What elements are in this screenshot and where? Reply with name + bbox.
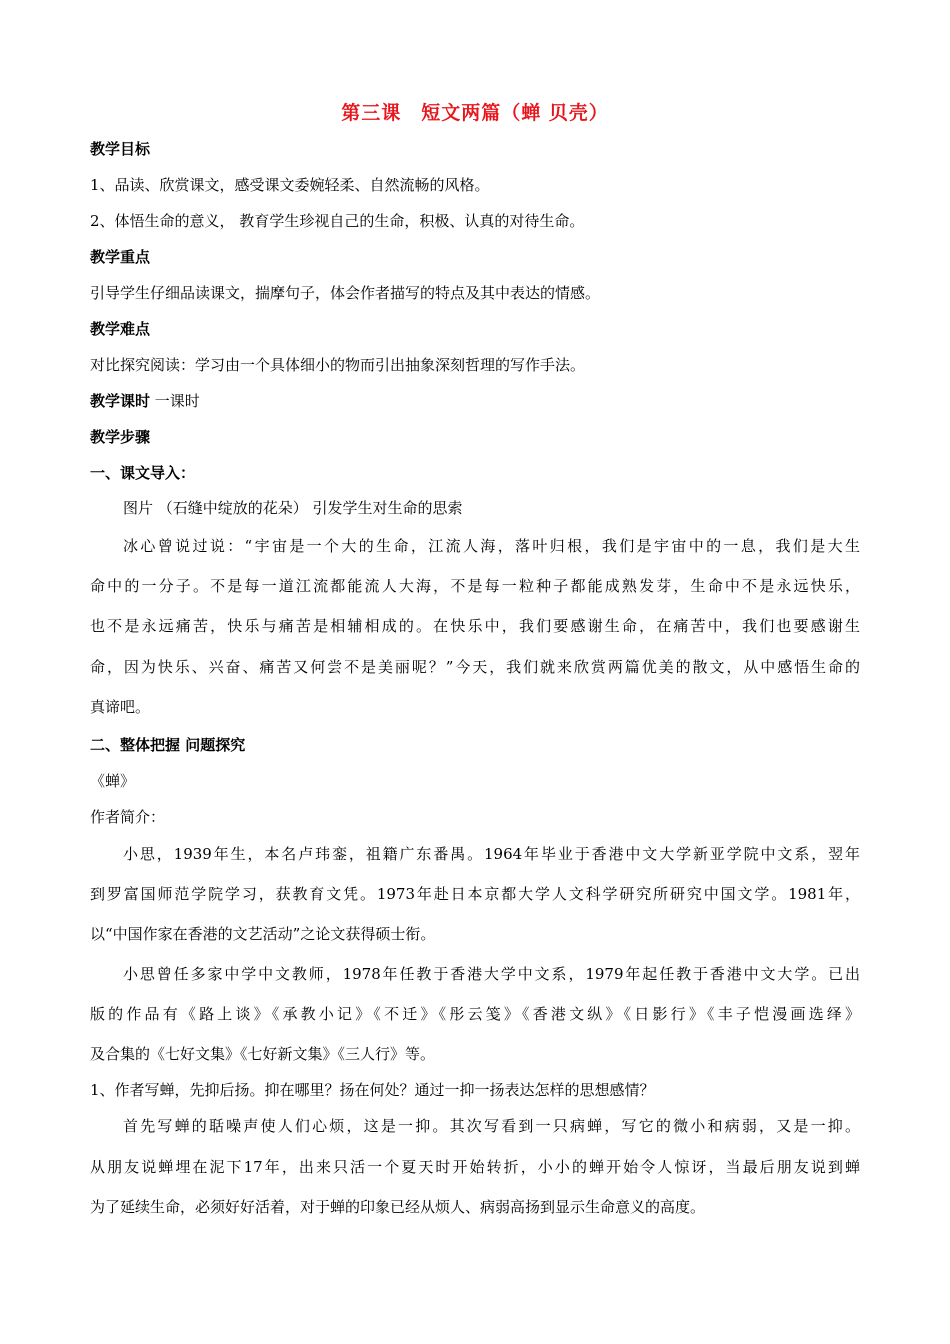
intro-para-line: 命，因为快乐、兴奋、痛苦又何尝不是美丽呢？”今天，我们就来欣赏两篇优美的散文，从中感悟生命的 — [90, 658, 860, 676]
intro-para-line: 真谛吧。 — [90, 698, 151, 716]
lesson-title: 第三课 短文两篇（蝉 贝壳） — [341, 102, 609, 124]
author-para-line: 以“中国作家在香港的文艺活动”之论文获得硕士衔。 — [90, 925, 436, 943]
difficulty-heading: 教学难点 — [90, 320, 151, 338]
objective-2: 2、体悟生命的意义， 教育学生珍视自己的生命，积极、认真的对待生命。 — [90, 212, 585, 230]
intro-para-line: 冰心曾说过说：“宇宙是一个大的生命，江流人海，落叶归根，我们是宇宙中的一息，我们是大生 — [123, 537, 860, 555]
hours-heading: 教学课时 — [90, 392, 151, 410]
author-para-line: 小思曾任多家中学中文教师，1978年任教于香港大学中文系，1979年起任教于香港中文大学。已出 — [123, 965, 860, 983]
answer-line: 为了延续生命，必须好好活着，对于蝉的印象已经从烦人、病弱高扬到显示生命意义的高度。 — [90, 1198, 706, 1216]
author-para-line: 版的作品有《路上谈》《承教小记》《不迁》《彤云笺》《香港文纵》《日影行》《丰子恺漫画选绎》 — [90, 1005, 860, 1023]
focus-text: 引导学生仔细品读课文，揣摩句子，体会作者描写的特点及其中表达的情感。 — [90, 284, 601, 302]
intro-para-line: 也不是永远痛苦，快乐与痛苦是相辅相成的。在快乐中，我们要感谢生命，在痛苦中，我们也要感谢生 — [90, 617, 860, 635]
question-1: 1、作者写蝉，先抑后扬。抑在哪里？扬在何处？通过一抑一扬表达怎样的思想感情？ — [90, 1081, 655, 1099]
section2-heading: 二、整体把握 问题探究 — [90, 736, 246, 754]
author-para-line: 到罗富国师范学院学习，获教育文凭。1973年赴日本京都大学人文科学研究所研究中国文学。1981年， — [90, 885, 860, 903]
answer-line: 首先写蝉的聒噪声使人们心烦，这是一抑。其次写看到一只病蝉，写它的微小和病弱，又是一抑。 — [123, 1117, 860, 1135]
author-para-line: 及合集的《七好文集》《七好新文集》《三人行》等。 — [90, 1045, 436, 1063]
objectives-heading: 教学目标 — [90, 140, 151, 158]
author-heading: 作者简介： — [90, 808, 166, 826]
hours-text: 一课时 — [150, 392, 200, 410]
section1-heading: 一、课文导入： — [90, 464, 196, 482]
hours-line — [90, 391, 860, 411]
steps-heading: 教学步骤 — [90, 428, 151, 446]
focus-heading: 教学重点 — [90, 248, 151, 266]
objective-1: 1、品读、欣赏课文，感受课文委婉轻柔、自然流畅的风格。 — [90, 176, 490, 194]
difficulty-text: 对比探究阅读：学习由一个具体细小的物而引出抽象深刻哲理的写作手法。 — [90, 356, 586, 374]
book-title: 《蝉》 — [90, 772, 136, 790]
intro-para-line: 命中的一分子。不是每一道江流都能流人大海，不是每一粒种子都能成熟发芽，生命中不是永远快乐， — [90, 577, 860, 595]
author-para-line: 小思，1939年生，本名卢玮銮，祖籍广东番禺。1964年毕业于香港中文大学新亚学院中文系，翌年 — [123, 845, 860, 863]
answer-line: 从朋友说蝉埋在泥下17年，出来只活一个夏天时开始转折，小小的蝉开始令人惊讶，当最后朋友说到蝉 — [90, 1158, 860, 1176]
picture-line: 图片 （石缝中绽放的花朵） 引发学生对生命的思索 — [123, 499, 463, 517]
